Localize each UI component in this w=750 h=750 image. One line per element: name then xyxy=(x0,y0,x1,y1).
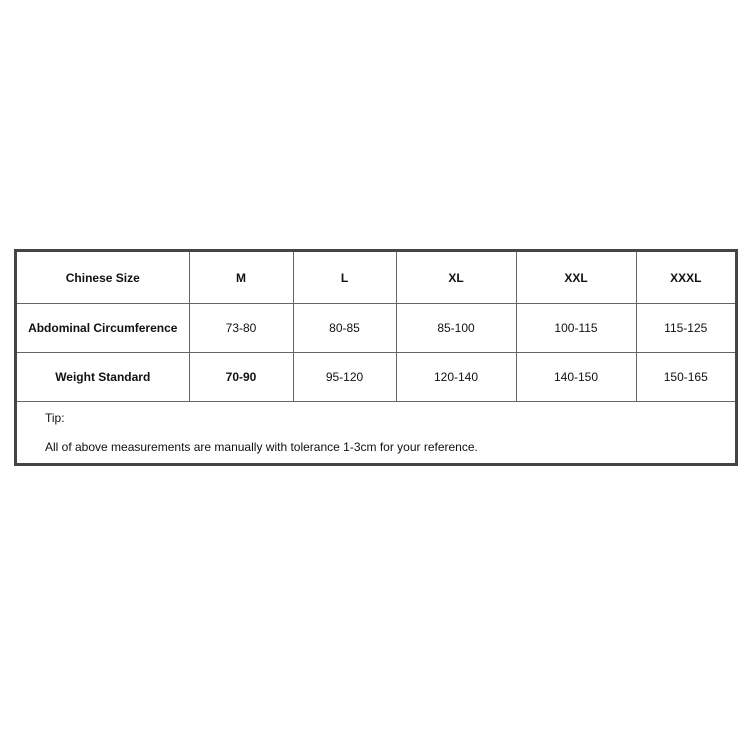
header-label: Chinese Size xyxy=(17,252,189,304)
table-cell: 80-85 xyxy=(293,304,396,353)
table-cell: 85-100 xyxy=(396,304,516,353)
table-cell: 120-140 xyxy=(396,353,516,402)
table-cell: 140-150 xyxy=(516,353,636,402)
tip-row xyxy=(17,402,735,465)
table-cell: 73-80 xyxy=(189,304,293,353)
size-xl-header: XL xyxy=(396,252,516,304)
size-xxl-header: XXL xyxy=(516,252,636,304)
size-l-header: L xyxy=(293,252,396,304)
table-cell: 150-165 xyxy=(636,353,735,402)
size-table xyxy=(17,252,735,464)
row-label-weight: Weight Standard xyxy=(17,353,189,402)
size-chart-table xyxy=(14,249,738,466)
tip-cell xyxy=(17,402,735,465)
row-label-abdominal: Abdominal Circumference xyxy=(17,304,189,353)
table-cell: 95-120 xyxy=(293,353,396,402)
table-cell: 70-90 xyxy=(189,353,293,402)
table-cell: 100-115 xyxy=(516,304,636,353)
header-row xyxy=(17,252,735,304)
table-row xyxy=(17,304,735,353)
tip-title: Tip: xyxy=(45,411,65,425)
tip-text: All of above measurements are manually with tolerance 1-3cm for your reference. xyxy=(45,440,478,454)
size-xxxl-header: XXXL xyxy=(636,252,735,304)
table-row xyxy=(17,353,735,402)
table-cell: 115-125 xyxy=(636,304,735,353)
size-m-header: M xyxy=(189,252,293,304)
